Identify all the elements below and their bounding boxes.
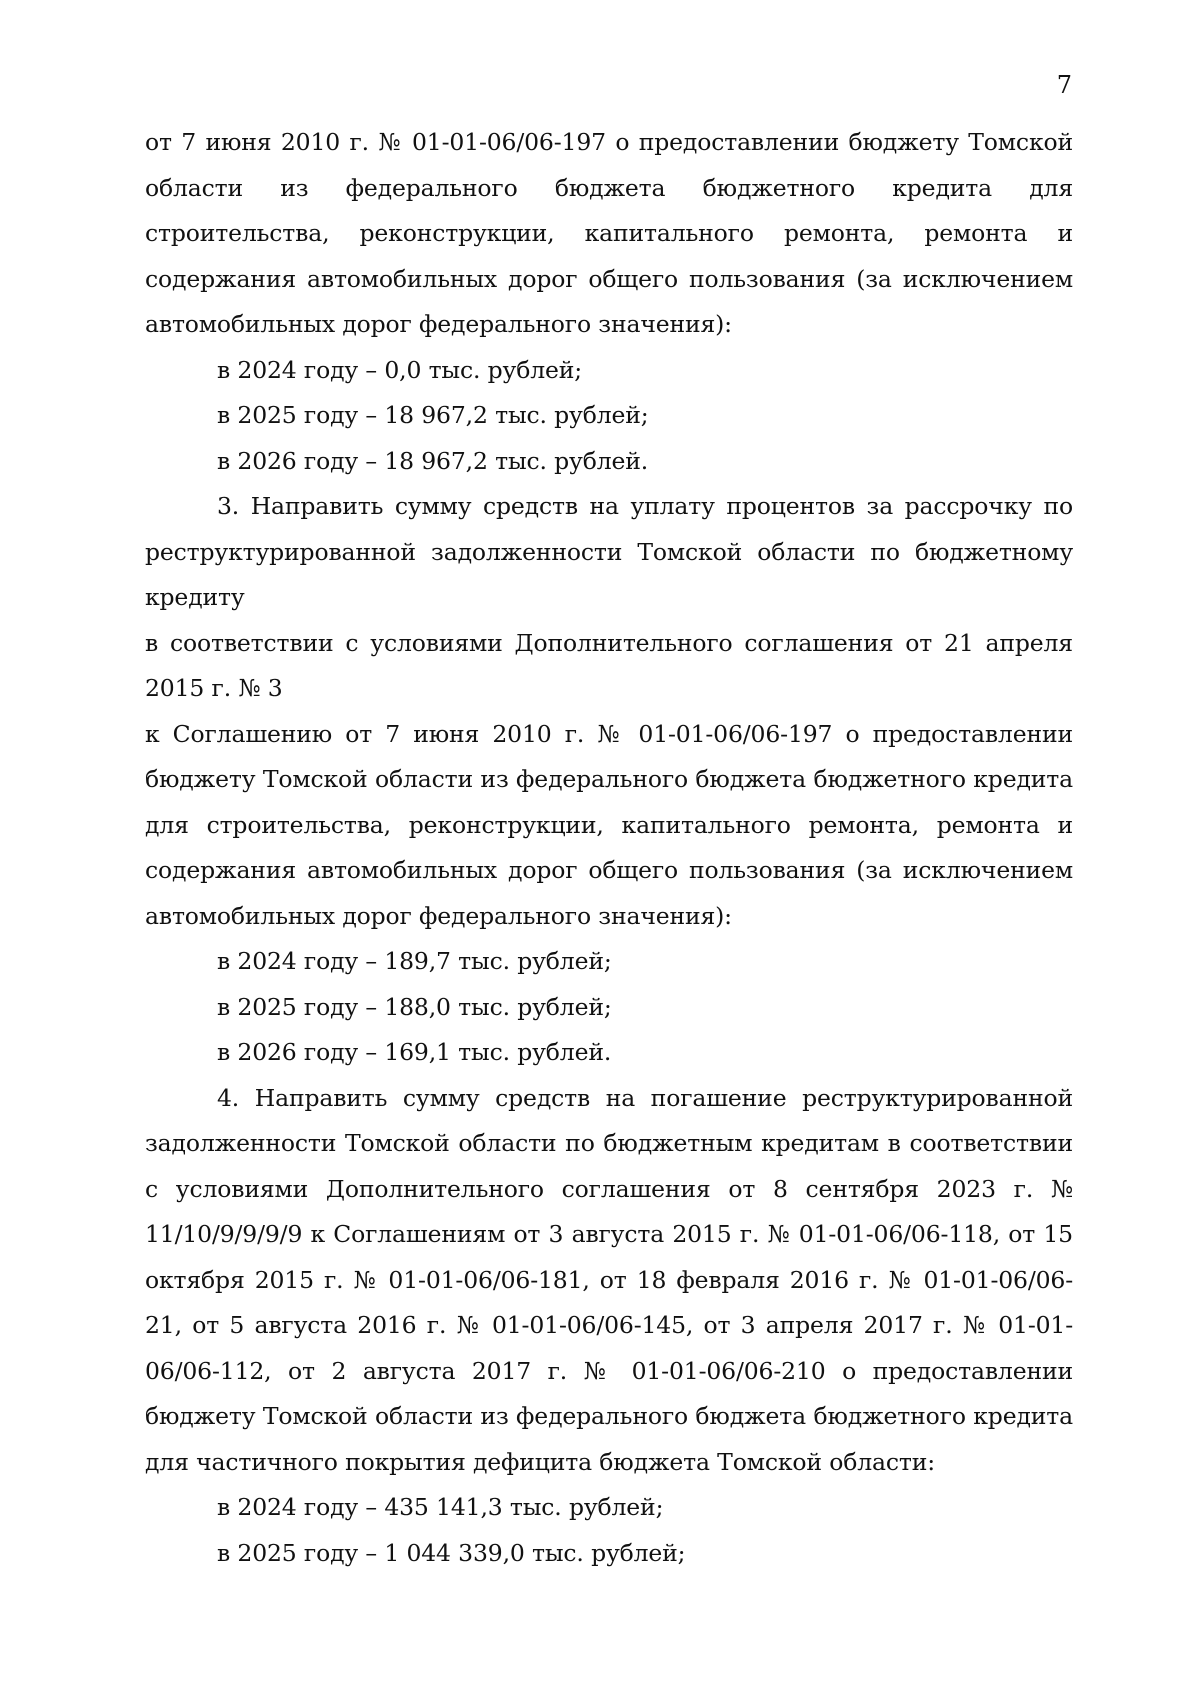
list-item-2024-repayment: в 2024 году – 435 141,3 тыс. рублей; — [217, 1493, 664, 1521]
document-body — [145, 120, 1073, 1576]
list-item-2025-interest: в 2025 году – 188,0 тыс. рублей; — [217, 992, 612, 1021]
list-item-2024-principal: в 2024 году – 0,0 тыс. рублей; — [217, 355, 583, 384]
paragraph-item-3-agreement: к Соглашению от 7 июня 2010 г. № 01-01-06/06-197 о предоставлении бюджету Томской области из федерального бюджета бюджетного кредита для строительства, реконструкции, капитального ремонта, ремонта и содержания автомобильных дорог общего пользования (за исключением автомобильных дорог федерального значения): — [145, 719, 1073, 930]
list-item-2026-principal: в 2026 году – 18 967,2 тыс. рублей. — [217, 446, 649, 475]
paragraph-agreement-reference: от 7 июня 2010 г. № 01-01-06/06-197 о предоставлении бюджету Томской области из федерального бюджета бюджетного кредита для строительства, реконструкции, капитального ремонта, ремонта и содержания автомобильных дорог общего пользования (за исключением автомобильных дорог федерального значения): — [145, 128, 1073, 338]
list-item-2025-principal: в 2025 году – 18 967,2 тыс. рублей; — [217, 401, 649, 429]
list-item-2024-interest: в 2024 году – 189,7 тыс. рублей; — [217, 947, 612, 975]
list-item-2025-repayment: в 2025 году – 1 044 339,0 тыс. рублей; — [217, 1538, 686, 1567]
page-number: 7 — [1056, 71, 1072, 99]
paragraph-item-3: 3. Направить сумму средств на уплату процентов за рассрочку по реструктурированной задолженности Томской области по бюджетному кредиту — [145, 492, 1073, 611]
paragraph-item-4: 4. Направить сумму средств на погашение реструктурированной задолженности Томской области по бюджетным кредитам в соответствии с условиями Дополнительного соглашения от 8 сентября 2023 г. № 11/10/9/9/9/9 к Соглашениям от 3 августа 2015 г. № 01-01-06/06-118, от 15 октября 2015 г. № 01-01-06/06-181, от 18 февраля 2016 г. № 01-01-06/06-21, от 5 августа 2016 г. № 01-01-06/06-145, от 3 апреля 2017 г. № 01-01-06/06-112, от 2 августа 2017 г. № 01-01-06/06-210 о предоставлении бюджету Томской области из федерального бюджета бюджетного кредита для частичного покрытия дефицита бюджета Томской области: — [145, 1083, 1073, 1476]
paragraph-item-3-conditions: в соответствии с условиями Дополнительного соглашения от 21 апреля 2015 г. № 3 — [145, 628, 1073, 702]
list-item-2026-interest: в 2026 году – 169,1 тыс. рублей. — [217, 1038, 612, 1066]
